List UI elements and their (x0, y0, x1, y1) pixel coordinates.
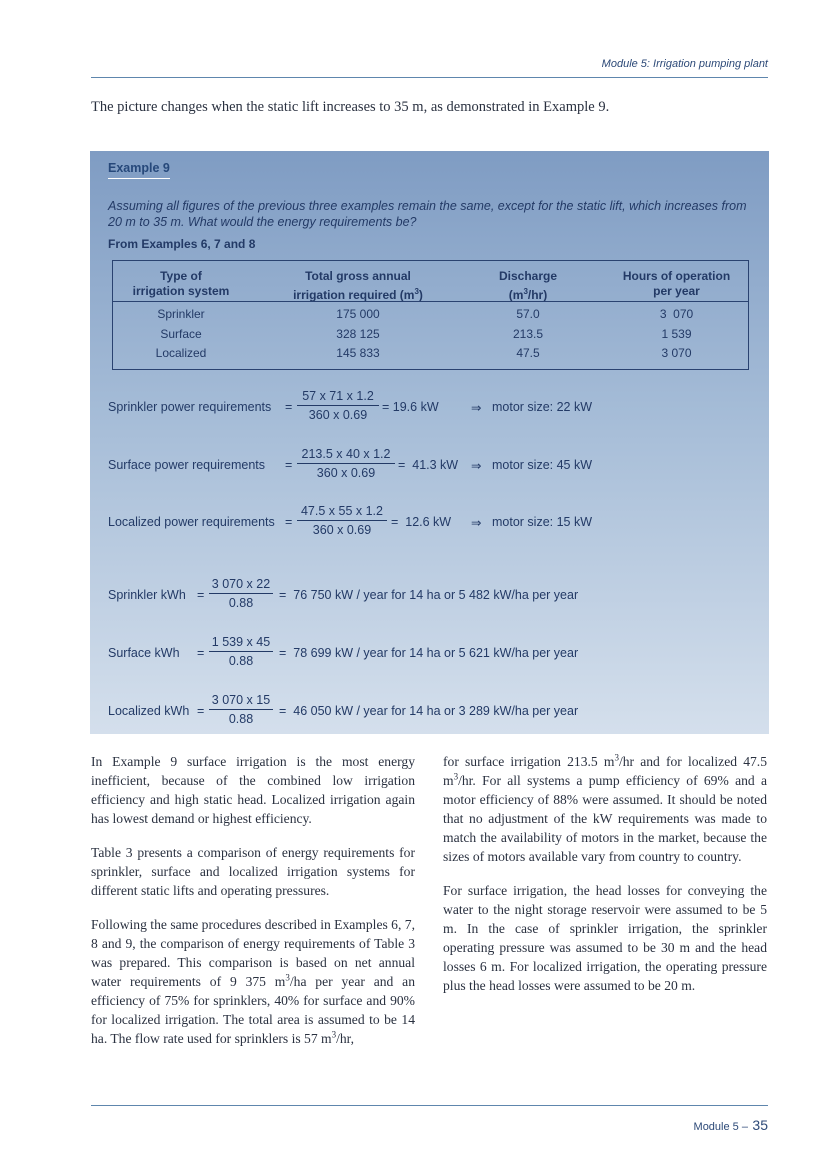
localized-power-result: = 12.6 kW (391, 515, 452, 529)
fraction-numerator: 3 070 x 15 (211, 693, 271, 707)
surface-kwh-fraction (209, 635, 273, 668)
table-header-discharge: Discharge $(m^3/hr)$ (498, 269, 558, 302)
equals-sign: = (285, 400, 293, 414)
surface-kwh-result: = 78 699 kW / year for 14 ha or 5 621 kW/ha per year (279, 646, 579, 660)
surface-power-result: = 41.3 kW (398, 458, 459, 472)
body-paragraph: For surface irrigation, the head losses for conveying the water to the night storage reservoir were assumed to be 5 m. In the case of sprinkler irrigation, the sprinkler operating pressure was assumed to be 30 m and the head losses 6 m. For localized irrigation, the operating pressure plus the head losses were assumed to be 20 m. (443, 883, 767, 993)
fraction-numerator: 57 x 71 x 1.2 (302, 389, 374, 403)
surface-kwh-label: Surface kWh (108, 646, 180, 660)
arrow-icon: ⇒ (471, 459, 482, 473)
sprinkler-kwh-result: = 76 750 kW / year for 14 ha or 5 482 kW/ha per year (279, 588, 579, 602)
sprinkler-power-fraction (297, 389, 379, 422)
fraction-denominator: 360 x 0.69 (308, 408, 368, 422)
fraction-denominator: 0.88 (228, 654, 254, 668)
body-paragraph: Following the same procedures described in Examples 6, 7, 8 and 9, the comparison of energy requirements of Table 3 was prepared. This comparison is based on net annual water requirements of 9 375 $m^3/ha$ per year and an efficiency of 75% for sprinklers, 40% for surface and 90% for localized irrigation. The total area is assumed to be 14 ha. The flow rate used for sprinklers is 57 $m^3/hr$, (91, 917, 415, 1046)
equals-sign: = (285, 515, 293, 529)
table-cell: Localized (155, 346, 207, 360)
sprinkler-kwh-fraction (209, 577, 273, 610)
header-rule (91, 77, 768, 78)
table-cell: 213.5 (512, 327, 544, 341)
table-cell: 328 125 (336, 327, 380, 341)
data-table (112, 260, 749, 370)
arrow-icon: ⇒ (471, 516, 482, 530)
surface-power-label: Surface power requirements (108, 458, 266, 472)
table-cell: 3 070 (659, 307, 694, 321)
table-header-total: Total gross annual irrigation required $(m^3)$ (293, 269, 423, 302)
localized-power-label: Localized power requirements (108, 515, 275, 529)
table-cell: 145 833 (336, 346, 380, 360)
fraction-denominator: 360 x 0.69 (316, 466, 376, 480)
arrow-icon: ⇒ (471, 401, 482, 415)
sprinkler-power-result: = 19.6 kW (382, 400, 439, 414)
fraction-denominator: 0.88 (228, 596, 254, 610)
footer-module-label: Module 5 – (693, 1121, 748, 1133)
table-header-type: Type of irrigation system (132, 269, 230, 298)
page-number: 35 (752, 1117, 768, 1133)
fraction-denominator: 0.88 (228, 712, 254, 726)
localized-motor-size: motor size: 15 kW (492, 515, 593, 529)
sprinkler-kwh-label: Sprinkler kWh (108, 588, 186, 602)
surface-motor-size: motor size: 45 kW (492, 458, 593, 472)
table-cell: 175 000 (336, 307, 380, 321)
example-title: Example 9 (108, 161, 170, 179)
equals-sign: = (197, 646, 205, 660)
table-cell: 1 539 (661, 327, 692, 341)
fraction-numerator: 1 539 x 45 (211, 635, 271, 649)
table-cell: 57.0 (516, 307, 540, 321)
table-header-rule (113, 301, 748, 302)
table-cell: 3 070 (661, 346, 692, 360)
footer-rule (91, 1105, 768, 1106)
sprinkler-power-label: Sprinkler power requirements (108, 400, 272, 414)
sprinkler-motor-size: motor size: 22 kW (492, 400, 593, 414)
fraction-numerator: 213.5 x 40 x 1.2 (301, 447, 391, 461)
table-header-hours: Hours of operation per year (622, 269, 731, 298)
fraction-denominator: 360 x 0.69 (312, 523, 372, 537)
equals-sign: = (285, 458, 293, 472)
body-column-right (443, 752, 767, 1010)
equals-sign: = (197, 588, 205, 602)
body-paragraph: Table 3 presents a comparison of energy requirements for sprinkler, surface and localized irrigation systems for different static lifts and operating pressures. (91, 845, 415, 898)
localized-kwh-fraction (209, 693, 273, 726)
example-problem: Assuming all figures of the previous three examples remain the same, except for the static lift, which increases from 20 m to 35 m. What would the energy requirements be? (108, 199, 747, 229)
fraction-numerator: 3 070 x 22 (211, 577, 271, 591)
example-source: From Examples 6, 7 and 8 (108, 237, 256, 251)
table-cell: 47.5 (516, 346, 540, 360)
localized-kwh-result: = 46 050 kW / year for 14 ha or 3 289 kW/ha per year (279, 704, 579, 718)
fraction-numerator: 47.5 x 55 x 1.2 (300, 504, 383, 518)
body-paragraph: In Example 9 surface irrigation is the most energy inefficient, because of the combined low irrigation efficiency and high static head. Localized irrigation again has lowest demand or highest efficiency. (91, 754, 415, 826)
running-head: Module 5: Irrigation pumping plant (601, 58, 768, 70)
intro-paragraph: The picture changes when the static lift increases to 35 m, as demonstrated in Example 9. (91, 99, 610, 115)
table-cell: Sprinkler (157, 307, 205, 321)
localized-power-fraction (297, 504, 387, 537)
body-paragraph: for surface irrigation 213.5 $m^3/hr$ and for localized 47.5 $m^3/hr$. For all systems a pump efficiency of 69% and a motor efficiency of 88% were assumed. It should be noted that no adjustment of the kW requirements was made to match the availability of motors in the market, because the sizes of motors available vary from country to country. (443, 752, 767, 864)
surface-power-fraction (297, 447, 395, 480)
page-footer (694, 1117, 768, 1135)
body-column-left (91, 752, 415, 1063)
localized-kwh-label: Localized kWh (108, 704, 190, 718)
table-cell: Surface (160, 327, 202, 341)
equals-sign: = (197, 704, 205, 718)
